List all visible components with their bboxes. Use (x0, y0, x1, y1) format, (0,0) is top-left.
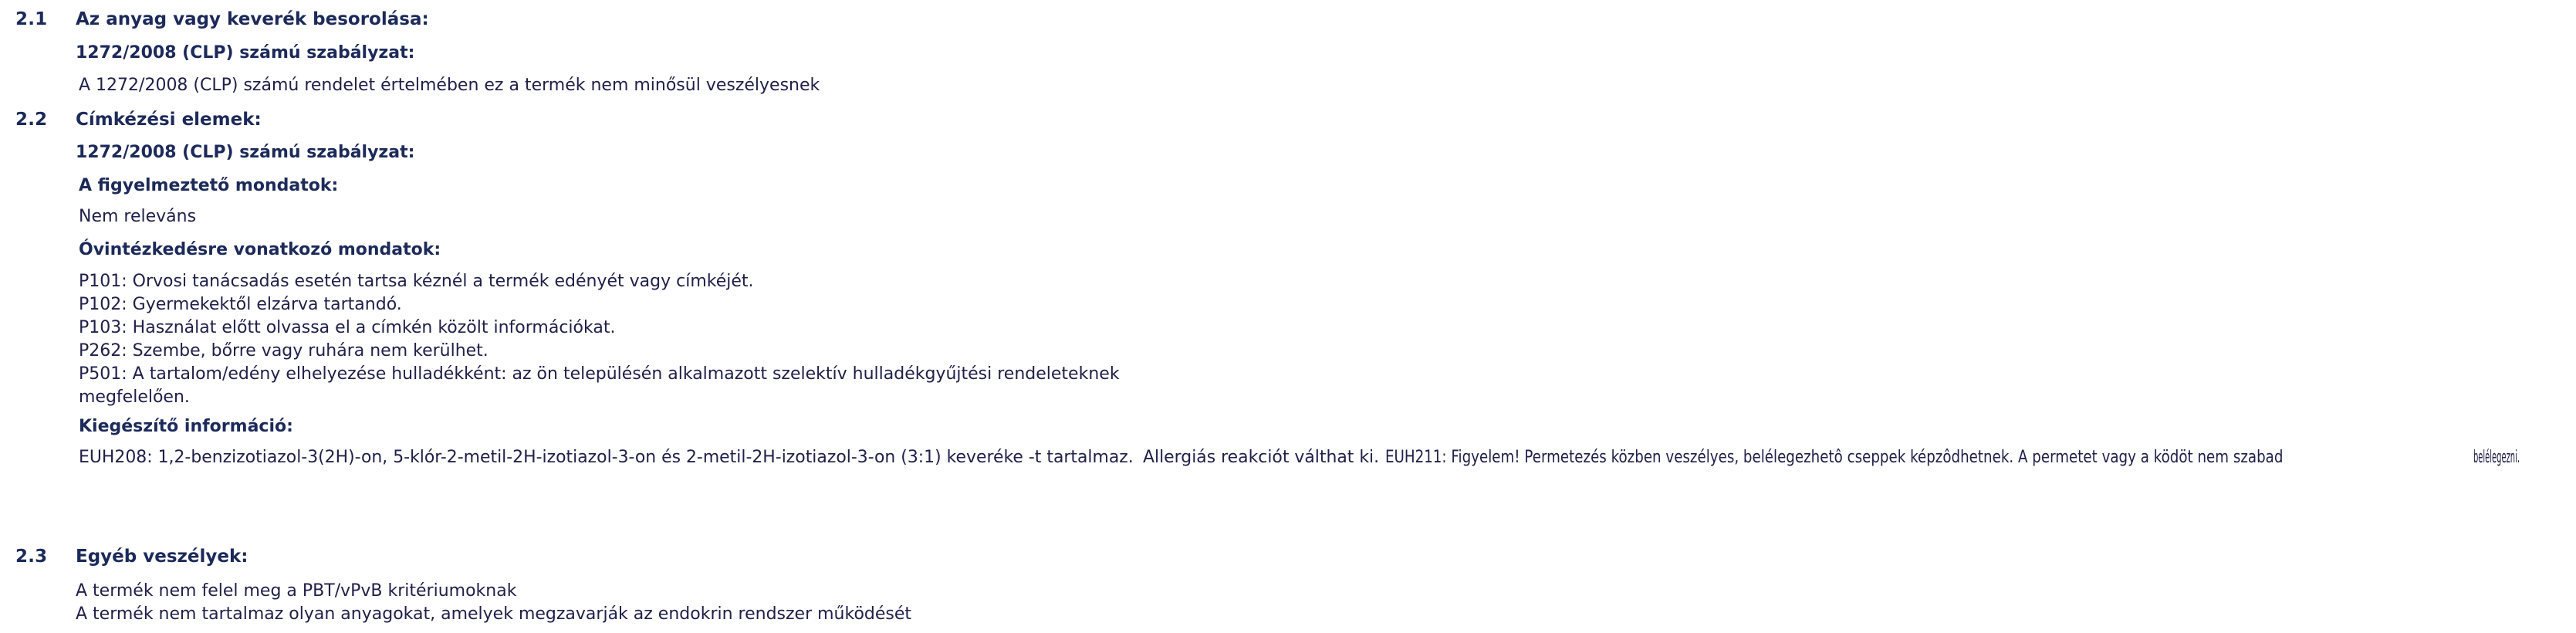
section-number-2-2: 2.2 (15, 110, 48, 130)
hazard-statements-heading: A figyelmeztető mondatok: (79, 176, 339, 195)
supplementary-info-heading: Kiegészítő információ: (79, 417, 293, 436)
supplementary-info-list (79, 446, 2576, 469)
precautionary-statements-heading: Óvintézkedésre vonatkozó mondatok: (79, 240, 441, 259)
section-title-2-2: Címkézési elemek: (76, 110, 262, 130)
section-number-2-1: 2.1 (15, 9, 48, 29)
precaution-line: P101: Orvosi tanácsadás esetén tartsa kéznél a termék edényét vagy címkéjét. (79, 272, 754, 291)
supplementary-line: EUH208: 1,2-benzizotiazol-3(2H)-on, 5-klór-2-metil-2H-izotiazol-3-on és 2-metil-2H-izotiazol-3-on (3:1) keveréke -t tartalmaz. (79, 448, 1134, 467)
section-title-2-3: Egyéb veszélyek: (76, 547, 248, 567)
precaution-line: P102: Gyermekektől elzárva tartandó. (79, 295, 402, 314)
other-hazard-line: A termék nem felel meg a PBT/vPvB kritériumoknak (76, 581, 517, 601)
hazard-statements-text: Nem releváns (79, 207, 197, 226)
classification-text: A 1272/2008 (CLP) számú rendelet értelmében ez a termék nem minősül veszélyesnek (79, 76, 820, 95)
precautionary-statements-list (79, 270, 1120, 409)
supplementary-line: belélegezni. (2473, 448, 2520, 467)
section-title-2-1: Az anyag vagy keverék besorolása: (76, 9, 429, 29)
section-number-2-3: 2.3 (15, 547, 48, 567)
supplementary-line: Allergiás reakciót válthat ki. (1142, 448, 1379, 467)
precaution-line: P501: A tartalom/edény elhelyezése hulladékként: az ön településén alkalmazott szelektív hulladékgyűjtési rendeleteknek (79, 364, 1120, 384)
precaution-line: megfelelően. (79, 388, 190, 407)
other-hazards-list (76, 580, 911, 626)
supplementary-line: EUH211: Figyelem! Permetezés közben veszélyes, belélegezhetô cseppek képzôdhetnek. A permetet vagy a ködöt nem szabad (1384, 448, 2284, 467)
other-hazard-line: A termék nem tartalmaz olyan anyagokat, amelyek megzavarják az endokrin rendszer működését (76, 604, 912, 624)
precaution-line: P103: Használat előtt olvassa el a címkén közölt információkat. (79, 318, 616, 337)
regulation-heading-2-1: 1272/2008 (CLP) számú szabályzat: (76, 43, 415, 63)
regulation-heading-2-2: 1272/2008 (CLP) számú szabályzat: (76, 143, 415, 162)
precaution-line: P262: Szembe, bőrre vagy ruhára nem kerülhet. (79, 341, 488, 361)
